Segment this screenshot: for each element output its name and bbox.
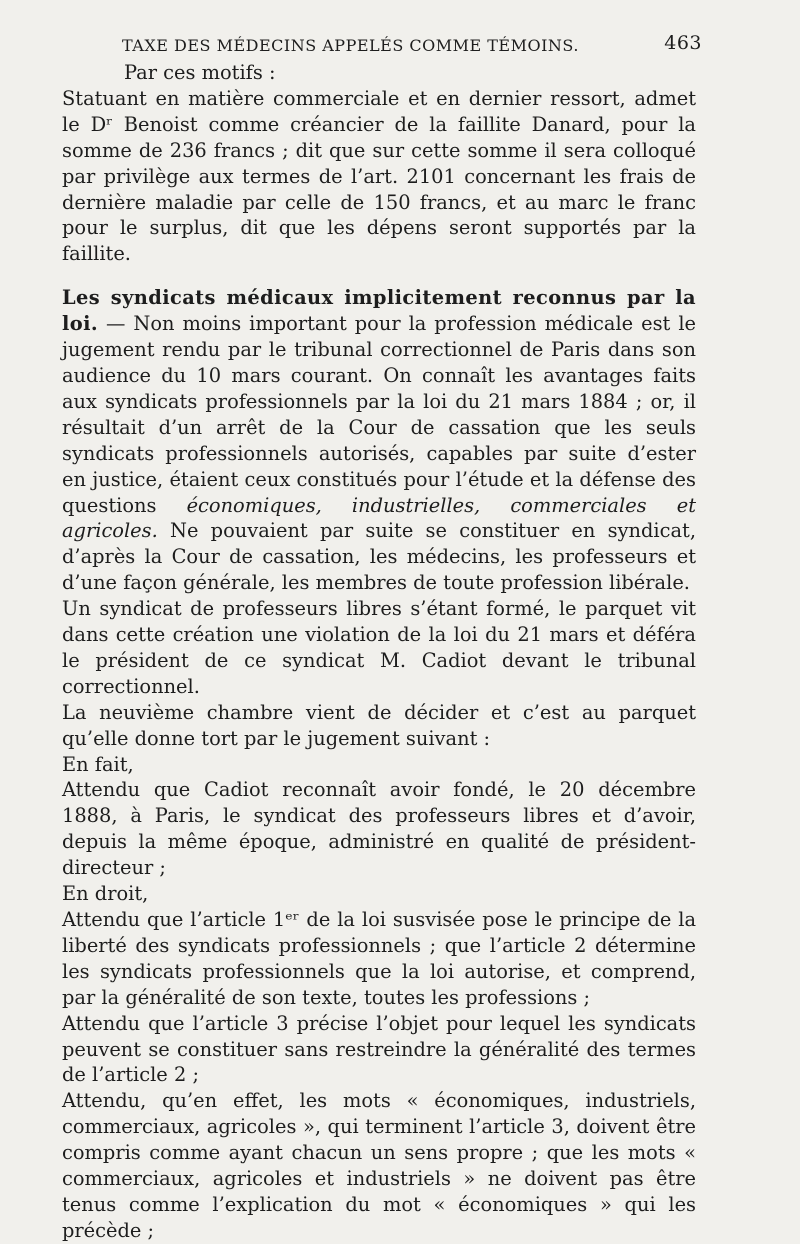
page-number: 463 xyxy=(664,32,702,54)
section-text-italic: économiques, industrielles, commerciales et agricoles. xyxy=(62,493,696,543)
section-heading: Les syndicats médicaux implicitement reconnus par la loi. xyxy=(62,286,696,336)
section-dash: — xyxy=(98,312,134,336)
section-text-b: Ne pouvaient par suite se constituer en syndicat, d’après la Cour de cassation, les médecins, les professeurs et d’une façon générale, les membres de toute profession libérale. xyxy=(62,519,696,595)
en-droit: En droit, xyxy=(62,882,149,906)
paragraph-syndicat-professeurs: Un syndicat de professeurs libres s’étant formé, le parquet vit dans cette création une violation de la loi du 21 mars et déféra le président de ce syndicat M. Cadiot devant le tribunal correctionnel. xyxy=(62,597,696,698)
section-text-a: Non moins important pour la profession médicale est le jugement rendu par le tribunal correctionnel de Paris dans son audience du 10 mars courant. On connaît les avantages faits aux syndicats professionnels par la loi du 21 mars 1884 ; or, il résultait d’un arrêt de la Cour de cassation que les seuls syndicats professionnels autorisés, capables par suite d’ester en justice, étaient ceux constitués pour l’étude et la défense des questions xyxy=(62,312,696,517)
par-ces-motifs: Par ces motifs : xyxy=(124,61,276,84)
paragraph-neuvieme-chambre: La neuvième chambre vient de décider et c’est au parquet qu’elle donne tort par le jugement suivant : xyxy=(62,700,696,750)
running-head xyxy=(62,30,702,60)
en-fait: En fait, xyxy=(62,752,134,776)
attendu-1: Attendu que Cadiot reconnaît avoir fondé, le 20 décembre 1888, à Paris, le syndicat des professeurs libres et d’avoir, depuis la même époque, administré en qualité de président-directeur ; xyxy=(62,778,696,880)
attendu-3: Attendu que l’article 3 précise l’objet pour lequel les syndicats peuvent se constituer sans restreindre la généralité des termes de l’article 2 ; xyxy=(62,1011,696,1087)
attendu-4: Attendu, qu’en effet, les mots « économiques, industriels, commerciaux, agricoles », qui terminent l’article 3, doivent être compris comme ayant chacun un sens propre ; que les mots « commerciaux, agricoles et industriels » ne doivent pas être tenus comme l’explication du mot « économiques » qui les précède ; xyxy=(62,1089,696,1242)
body-text xyxy=(62,60,696,1244)
section-gap xyxy=(62,267,696,285)
running-head-title: TAXE DES MÉDECINS APPELÉS COMME TÉMOINS. xyxy=(122,36,579,55)
attendu-2: Attendu que l’article 1ᵉʳ de la loi susvisée pose le principe de la liberté des syndicats professionnels ; que l’article 2 détermine les syndicats professionnels que la loi autorise, et comprend, par la généralité de son texte, toutes les professions ; xyxy=(62,908,696,1009)
section-paragraph xyxy=(62,285,696,596)
judgment-text: Statuant en matière commerciale et en dernier ressort, admet le Dʳ Benoist comme créancier de la faillite Danard, pour la somme de 236 francs ; dit que sur cette somme il sera colloqué par privilège aux termes de l’art. 2101 concernant les frais de dernière maladie par celle de 150 francs, et au marc le franc pour le surplus, dit que les dépens seront supportés par la faillite. xyxy=(62,86,696,266)
judgment-paragraph xyxy=(62,86,696,267)
